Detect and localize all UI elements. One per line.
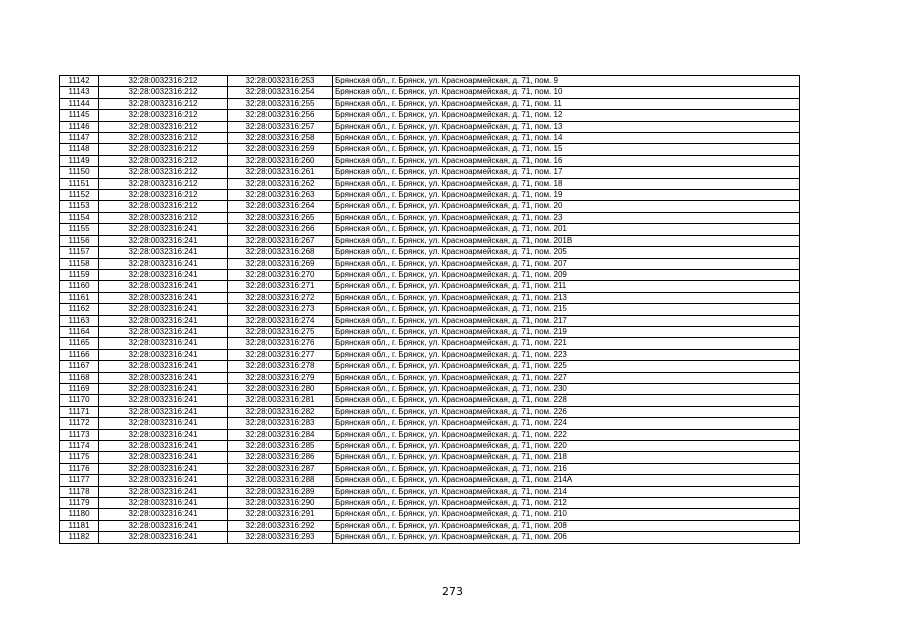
parent-cadastral-number-cell: 32:28:0032316:241 [99, 418, 228, 429]
parent-cadastral-number-cell: 32:28:0032316:241 [99, 509, 228, 520]
address-cell: Брянская обл., г. Брянск, ул. Красноармейская, д. 71, пом. 230 [333, 383, 800, 394]
address-cell: Брянская обл., г. Брянск, ул. Красноармейская, д. 71, пом. 205 [333, 247, 800, 258]
table-row [60, 178, 800, 189]
address-cell: Брянская обл., г. Брянск, ул. Красноармейская, д. 71, пом. 13 [333, 121, 800, 132]
parent-cadastral-number-cell: 32:28:0032316:241 [99, 258, 228, 269]
address-cell: Брянская обл., г. Брянск, ул. Красноармейская, д. 71, пом. 216 [333, 463, 800, 474]
address-cell: Брянская обл., г. Брянск, ул. Красноармейская, д. 71, пом. 9 [333, 76, 800, 87]
row-number-cell: 11144 [60, 98, 99, 109]
cadastral-number-cell: 32:28:0032316:282 [228, 406, 333, 417]
table-row [60, 361, 800, 372]
cadastral-number-cell: 32:28:0032316:281 [228, 395, 333, 406]
table-row [60, 349, 800, 360]
row-number-cell: 11156 [60, 235, 99, 246]
row-number-cell: 11163 [60, 315, 99, 326]
address-cell: Брянская обл., г. Брянск, ул. Красноармейская, д. 71, пом. 214 [333, 486, 800, 497]
cadastral-number-cell: 32:28:0032316:254 [228, 87, 333, 98]
row-number-cell: 11155 [60, 224, 99, 235]
cadastral-number-cell: 32:28:0032316:260 [228, 155, 333, 166]
cadastral-number-cell: 32:28:0032316:275 [228, 326, 333, 337]
table-row [60, 463, 800, 474]
address-cell: Брянская обл., г. Брянск, ул. Красноармейская, д. 71, пом. 217 [333, 315, 800, 326]
row-number-cell: 11154 [60, 212, 99, 223]
parent-cadastral-number-cell: 32:28:0032316:212 [99, 144, 228, 155]
row-number-cell: 11171 [60, 406, 99, 417]
cadastral-number-cell: 32:28:0032316:274 [228, 315, 333, 326]
address-cell: Брянская обл., г. Брянск, ул. Красноармейская, д. 71, пом. 212 [333, 498, 800, 509]
parent-cadastral-number-cell: 32:28:0032316:241 [99, 292, 228, 303]
parent-cadastral-number-cell: 32:28:0032316:241 [99, 406, 228, 417]
parent-cadastral-number-cell: 32:28:0032316:241 [99, 463, 228, 474]
address-cell: Брянская обл., г. Брянск, ул. Красноармейская, д. 71, пом. 209 [333, 269, 800, 280]
table-row [60, 418, 800, 429]
registry-table [59, 75, 800, 544]
parent-cadastral-number-cell: 32:28:0032316:241 [99, 338, 228, 349]
cadastral-number-cell: 32:28:0032316:259 [228, 144, 333, 155]
address-cell: Брянская обл., г. Брянск, ул. Красноармейская, д. 71, пом. 222 [333, 429, 800, 440]
address-cell: Брянская обл., г. Брянск, ул. Красноармейская, д. 71, пом. 223 [333, 349, 800, 360]
cadastral-number-cell: 32:28:0032316:264 [228, 201, 333, 212]
address-cell: Брянская обл., г. Брянск, ул. Красноармейская, д. 71, пом. 20 [333, 201, 800, 212]
row-number-cell: 11182 [60, 532, 99, 543]
parent-cadastral-number-cell: 32:28:0032316:241 [99, 383, 228, 394]
row-number-cell: 11164 [60, 326, 99, 337]
row-number-cell: 11179 [60, 498, 99, 509]
address-cell: Брянская обл., г. Брянск, ул. Красноармейская, д. 71, пом. 206 [333, 532, 800, 543]
table-row [60, 475, 800, 486]
table-row [60, 247, 800, 258]
cadastral-number-cell: 32:28:0032316:268 [228, 247, 333, 258]
table-row [60, 395, 800, 406]
address-cell: Брянская обл., г. Брянск, ул. Красноармейская, д. 71, пом. 208 [333, 520, 800, 531]
cadastral-number-cell: 32:28:0032316:283 [228, 418, 333, 429]
parent-cadastral-number-cell: 32:28:0032316:212 [99, 133, 228, 144]
cadastral-number-cell: 32:28:0032316:266 [228, 224, 333, 235]
row-number-cell: 11160 [60, 281, 99, 292]
row-number-cell: 11170 [60, 395, 99, 406]
parent-cadastral-number-cell: 32:28:0032316:241 [99, 235, 228, 246]
parent-cadastral-number-cell: 32:28:0032316:241 [99, 395, 228, 406]
table-row [60, 452, 800, 463]
table-row [60, 406, 800, 417]
cadastral-number-cell: 32:28:0032316:257 [228, 121, 333, 132]
cadastral-number-cell: 32:28:0032316:277 [228, 349, 333, 360]
parent-cadastral-number-cell: 32:28:0032316:241 [99, 452, 228, 463]
cadastral-number-cell: 32:28:0032316:285 [228, 441, 333, 452]
row-number-cell: 11145 [60, 110, 99, 121]
cadastral-number-cell: 32:28:0032316:272 [228, 292, 333, 303]
address-cell: Брянская обл., г. Брянск, ул. Красноармейская, д. 71, пом. 218 [333, 452, 800, 463]
row-number-cell: 11149 [60, 155, 99, 166]
parent-cadastral-number-cell: 32:28:0032316:212 [99, 110, 228, 121]
table-row [60, 258, 800, 269]
cadastral-number-cell: 32:28:0032316:280 [228, 383, 333, 394]
address-cell: Брянская обл., г. Брянск, ул. Красноармейская, д. 71, пом. 10 [333, 87, 800, 98]
parent-cadastral-number-cell: 32:28:0032316:241 [99, 429, 228, 440]
parent-cadastral-number-cell: 32:28:0032316:241 [99, 361, 228, 372]
address-cell: Брянская обл., г. Брянск, ул. Красноармейская, д. 71, пом. 227 [333, 372, 800, 383]
parent-cadastral-number-cell: 32:28:0032316:241 [99, 441, 228, 452]
row-number-cell: 11148 [60, 144, 99, 155]
address-cell: Брянская обл., г. Брянск, ул. Красноармейская, д. 71, пом. 12 [333, 110, 800, 121]
address-cell: Брянская обл., г. Брянск, ул. Красноармейская, д. 71, пом. 18 [333, 178, 800, 189]
table-row [60, 520, 800, 531]
cadastral-number-cell: 32:28:0032316:270 [228, 269, 333, 280]
cadastral-number-cell: 32:28:0032316:284 [228, 429, 333, 440]
address-cell: Брянская обл., г. Брянск, ул. Красноармейская, д. 71, пом. 226 [333, 406, 800, 417]
cadastral-number-cell: 32:28:0032316:262 [228, 178, 333, 189]
table-row [60, 190, 800, 201]
row-number-cell: 11152 [60, 190, 99, 201]
parent-cadastral-number-cell: 32:28:0032316:241 [99, 326, 228, 337]
parent-cadastral-number-cell: 32:28:0032316:212 [99, 76, 228, 87]
table-row [60, 372, 800, 383]
table-row [60, 269, 800, 280]
cadastral-number-cell: 32:28:0032316:278 [228, 361, 333, 372]
table-row [60, 429, 800, 440]
row-number-cell: 11169 [60, 383, 99, 394]
cadastral-number-cell: 32:28:0032316:276 [228, 338, 333, 349]
cadastral-number-cell: 32:28:0032316:258 [228, 133, 333, 144]
address-cell: Брянская обл., г. Брянск, ул. Красноармейская, д. 71, пом. 220 [333, 441, 800, 452]
table-row [60, 441, 800, 452]
cadastral-number-cell: 32:28:0032316:287 [228, 463, 333, 474]
table-row [60, 212, 800, 223]
address-cell: Брянская обл., г. Брянск, ул. Красноармейская, д. 71, пом. 214А [333, 475, 800, 486]
cadastral-number-cell: 32:28:0032316:267 [228, 235, 333, 246]
table-row [60, 144, 800, 155]
address-cell: Брянская обл., г. Брянск, ул. Красноармейская, д. 71, пом. 221 [333, 338, 800, 349]
cadastral-number-cell: 32:28:0032316:291 [228, 509, 333, 520]
cadastral-number-cell: 32:28:0032316:279 [228, 372, 333, 383]
cadastral-number-cell: 32:28:0032316:273 [228, 304, 333, 315]
row-number-cell: 11147 [60, 133, 99, 144]
address-cell: Брянская обл., г. Брянск, ул. Красноармейская, д. 71, пом. 201 [333, 224, 800, 235]
table-row [60, 292, 800, 303]
parent-cadastral-number-cell: 32:28:0032316:241 [99, 486, 228, 497]
parent-cadastral-number-cell: 32:28:0032316:212 [99, 190, 228, 201]
table-row [60, 498, 800, 509]
parent-cadastral-number-cell: 32:28:0032316:212 [99, 201, 228, 212]
cadastral-number-cell: 32:28:0032316:288 [228, 475, 333, 486]
row-number-cell: 11146 [60, 121, 99, 132]
table-row [60, 509, 800, 520]
address-cell: Брянская обл., г. Брянск, ул. Красноармейская, д. 71, пом. 228 [333, 395, 800, 406]
table-row [60, 76, 800, 87]
parent-cadastral-number-cell: 32:28:0032316:212 [99, 212, 228, 223]
table-row [60, 486, 800, 497]
row-number-cell: 11161 [60, 292, 99, 303]
address-cell: Брянская обл., г. Брянск, ул. Красноармейская, д. 71, пом. 224 [333, 418, 800, 429]
table-row [60, 281, 800, 292]
address-cell: Брянская обл., г. Брянск, ул. Красноармейская, д. 71, пом. 19 [333, 190, 800, 201]
address-cell: Брянская обл., г. Брянск, ул. Красноармейская, д. 71, пом. 211 [333, 281, 800, 292]
address-cell: Брянская обл., г. Брянск, ул. Красноармейская, д. 71, пом. 213 [333, 292, 800, 303]
parent-cadastral-number-cell: 32:28:0032316:241 [99, 315, 228, 326]
row-number-cell: 11174 [60, 441, 99, 452]
parent-cadastral-number-cell: 32:28:0032316:241 [99, 372, 228, 383]
table-row [60, 133, 800, 144]
table-row [60, 121, 800, 132]
cadastral-number-cell: 32:28:0032316:256 [228, 110, 333, 121]
parent-cadastral-number-cell: 32:28:0032316:212 [99, 98, 228, 109]
cadastral-number-cell: 32:28:0032316:271 [228, 281, 333, 292]
address-cell: Брянская обл., г. Брянск, ул. Красноармейская, д. 71, пом. 225 [333, 361, 800, 372]
parent-cadastral-number-cell: 32:28:0032316:212 [99, 87, 228, 98]
address-cell: Брянская обл., г. Брянск, ул. Красноармейская, д. 71, пом. 201В [333, 235, 800, 246]
row-number-cell: 11162 [60, 304, 99, 315]
table-row [60, 338, 800, 349]
table-row [60, 532, 800, 543]
cadastral-number-cell: 32:28:0032316:289 [228, 486, 333, 497]
table-row [60, 98, 800, 109]
address-cell: Брянская обл., г. Брянск, ул. Красноармейская, д. 71, пом. 15 [333, 144, 800, 155]
address-cell: Брянская обл., г. Брянск, ул. Красноармейская, д. 71, пом. 219 [333, 326, 800, 337]
parent-cadastral-number-cell: 32:28:0032316:241 [99, 269, 228, 280]
row-number-cell: 11143 [60, 87, 99, 98]
row-number-cell: 11142 [60, 76, 99, 87]
parent-cadastral-number-cell: 32:28:0032316:241 [99, 498, 228, 509]
row-number-cell: 11153 [60, 201, 99, 212]
cadastral-number-cell: 32:28:0032316:263 [228, 190, 333, 201]
row-number-cell: 11158 [60, 258, 99, 269]
parent-cadastral-number-cell: 32:28:0032316:212 [99, 121, 228, 132]
row-number-cell: 11157 [60, 247, 99, 258]
cadastral-number-cell: 32:28:0032316:261 [228, 167, 333, 178]
table-row [60, 201, 800, 212]
row-number-cell: 11168 [60, 372, 99, 383]
row-number-cell: 11173 [60, 429, 99, 440]
parent-cadastral-number-cell: 32:28:0032316:241 [99, 224, 228, 235]
address-cell: Брянская обл., г. Брянск, ул. Красноармейская, д. 71, пом. 207 [333, 258, 800, 269]
cadastral-number-cell: 32:28:0032316:253 [228, 76, 333, 87]
address-cell: Брянская обл., г. Брянск, ул. Красноармейская, д. 71, пом. 16 [333, 155, 800, 166]
address-cell: Брянская обл., г. Брянск, ул. Красноармейская, д. 71, пом. 14 [333, 133, 800, 144]
table-row [60, 326, 800, 337]
cadastral-number-cell: 32:28:0032316:292 [228, 520, 333, 531]
table-row [60, 87, 800, 98]
table-row [60, 167, 800, 178]
table-row [60, 235, 800, 246]
parent-cadastral-number-cell: 32:28:0032316:241 [99, 475, 228, 486]
cadastral-number-cell: 32:28:0032316:286 [228, 452, 333, 463]
row-number-cell: 11181 [60, 520, 99, 531]
parent-cadastral-number-cell: 32:28:0032316:241 [99, 349, 228, 360]
address-cell: Брянская обл., г. Брянск, ул. Красноармейская, д. 71, пом. 11 [333, 98, 800, 109]
address-cell: Брянская обл., г. Брянск, ул. Красноармейская, д. 71, пом. 210 [333, 509, 800, 520]
table-row [60, 304, 800, 315]
parent-cadastral-number-cell: 32:28:0032316:212 [99, 167, 228, 178]
cadastral-number-cell: 32:28:0032316:255 [228, 98, 333, 109]
cadastral-number-cell: 32:28:0032316:290 [228, 498, 333, 509]
row-number-cell: 11159 [60, 269, 99, 280]
cadastral-number-cell: 32:28:0032316:293 [228, 532, 333, 543]
parent-cadastral-number-cell: 32:28:0032316:241 [99, 304, 228, 315]
row-number-cell: 11166 [60, 349, 99, 360]
row-number-cell: 11180 [60, 509, 99, 520]
row-number-cell: 11167 [60, 361, 99, 372]
table-row [60, 224, 800, 235]
parent-cadastral-number-cell: 32:28:0032316:241 [99, 247, 228, 258]
parent-cadastral-number-cell: 32:28:0032316:241 [99, 520, 228, 531]
table-row [60, 110, 800, 121]
row-number-cell: 11172 [60, 418, 99, 429]
row-number-cell: 11177 [60, 475, 99, 486]
table-row [60, 155, 800, 166]
table-row [60, 315, 800, 326]
parent-cadastral-number-cell: 32:28:0032316:241 [99, 281, 228, 292]
address-cell: Брянская обл., г. Брянск, ул. Красноармейская, д. 71, пом. 215 [333, 304, 800, 315]
row-number-cell: 11151 [60, 178, 99, 189]
cadastral-number-cell: 32:28:0032316:265 [228, 212, 333, 223]
registry-table-body [60, 76, 800, 544]
address-cell: Брянская обл., г. Брянск, ул. Красноармейская, д. 71, пом. 23 [333, 212, 800, 223]
parent-cadastral-number-cell: 32:28:0032316:212 [99, 178, 228, 189]
row-number-cell: 11150 [60, 167, 99, 178]
parent-cadastral-number-cell: 32:28:0032316:212 [99, 155, 228, 166]
table-row [60, 383, 800, 394]
row-number-cell: 11175 [60, 452, 99, 463]
cadastral-number-cell: 32:28:0032316:269 [228, 258, 333, 269]
address-cell: Брянская обл., г. Брянск, ул. Красноармейская, д. 71, пом. 17 [333, 167, 800, 178]
page-number: 273 [442, 585, 463, 598]
row-number-cell: 11165 [60, 338, 99, 349]
row-number-cell: 11176 [60, 463, 99, 474]
row-number-cell: 11178 [60, 486, 99, 497]
parent-cadastral-number-cell: 32:28:0032316:241 [99, 532, 228, 543]
